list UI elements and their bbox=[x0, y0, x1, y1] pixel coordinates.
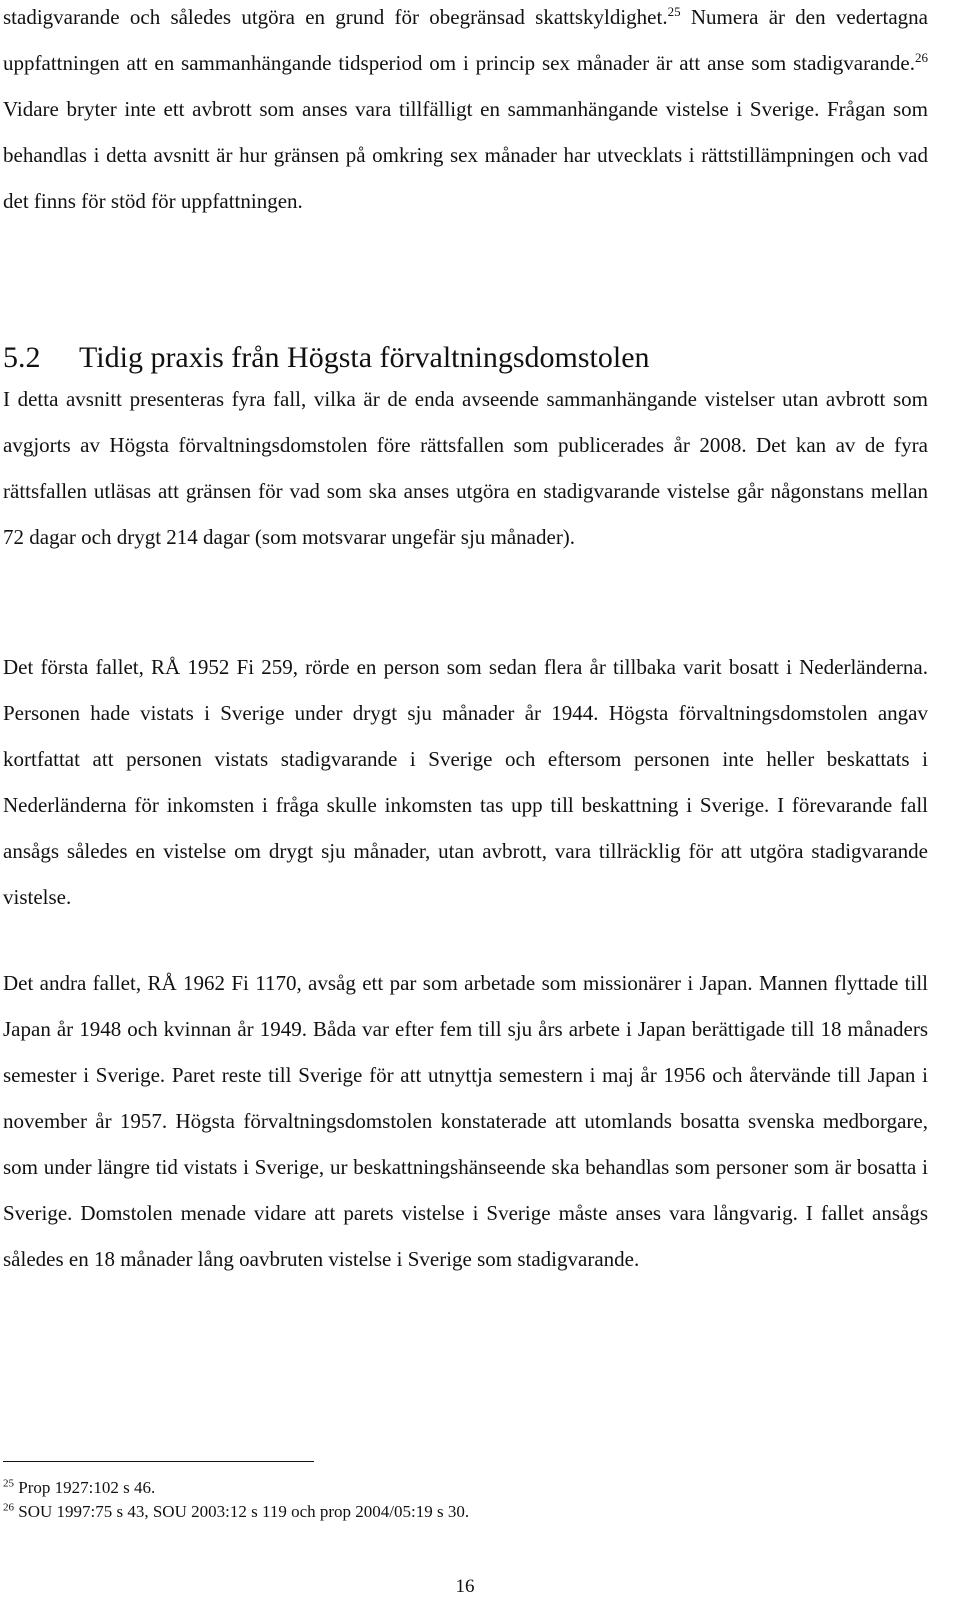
footnote-mark: 26 bbox=[3, 1501, 14, 1514]
footnote-mark: 25 bbox=[3, 1477, 14, 1490]
footnote-reference-25[interactable]: 25 bbox=[667, 4, 681, 19]
page-number: 16 bbox=[455, 1576, 475, 1597]
paragraph-case-1: Det första fallet, RÅ 1952 Fi 259, rörde en person som sedan flera år tillbaka varit bosatt i Nederländerna. Personen hade vistats i Sverige under drygt sju månader år 1944. Högsta förvaltningsdomstolen angav kortfattat att personen vistats stadigvarande i Sverige och eftersom personen inte heller beskattats i Nederländerna för inkomsten i fråga skulle inkomsten tas upp till beskattning i Sverige. I förevarande fall ansågs således en vistelse om drygt sju månader, utan avbrott, vara tillräcklig för att utgöra stadigvarande vistelse. bbox=[3, 655, 928, 909]
section-heading bbox=[3, 336, 650, 380]
intro-text-part-3: Vidare bryter inte ett avbrott som anses vara tillfälligt en sammanhängande vistelse i Sverige. Frågan som behandlas i detta avsnitt är hur gränsen på omkring sex månader har utvecklats i rättstillämpningen och vad det finns för stöd för uppfattningen. bbox=[3, 97, 928, 213]
paragraph-case-2: Det andra fallet, RÅ 1962 Fi 1170, avsåg ett par som arbetade som missionärer i Japan. Mannen flyttade till Japan år 1948 och kvinnan år 1949. Båda var efter fem till sju års arbete i Japan berättigade till 18 månaders semester i Sverige. Paret reste till Sverige för att utnyttja semestern i maj år 1956 och återvände till Japan i november år 1957. Högsta förvaltningsdomstolen konstaterade att utomlands bosatta svenska medborgare, som under längre tid vistats i Sverige, ur beskattningshänseende ska behandlas som personer som är bosatta i Sverige. Domstolen menade vidare att parets vistelse i Sverige måste anses vara långvarig. I fallet ansågs således en 18 månader lång oavbruten vistelse i Sverige som stadigvarande. bbox=[3, 971, 928, 1271]
footnote-text: SOU 1997:75 s 43, SOU 2003:12 s 119 och prop 2004/05:19 s 30. bbox=[14, 1502, 470, 1521]
paragraph-intro bbox=[3, 0, 928, 224]
section-title: Tidig praxis från Högsta förvaltningsdomstolen bbox=[79, 341, 650, 374]
section-number: 5.2 bbox=[3, 341, 41, 374]
footnote-text: Prop 1927:102 s 46. bbox=[14, 1478, 156, 1497]
intro-text-part-1: stadigvarande och således utgöra en grund för obegränsad skattskyldighet. bbox=[3, 5, 668, 29]
footnote-26 bbox=[3, 1500, 928, 1524]
paragraph-section-intro: I detta avsnitt presenteras fyra fall, vilka är de enda avseende sammanhängande vistelser utan avbrott som avgjorts av Högsta förvaltningsdomstolen före rättsfallen som publicerades år 2008. Det kan av de fyra rättsfallen utläsas att gränsen för vad som ska anses utgöra en stadigvarande vistelse går någonstans mellan 72 dagar och drygt 214 dagar (som motsvarar ungefär sju månader). bbox=[3, 387, 928, 549]
footnote-25 bbox=[3, 1476, 928, 1500]
footnote-divider bbox=[3, 1461, 314, 1462]
intro-text-part-2: Numera är den vedertagna uppfattningen att en sammanhängande tidsperiod om i princip sex månader är att anse som stadigvarande. bbox=[3, 5, 928, 75]
footnote-reference-26[interactable]: 26 bbox=[915, 50, 928, 65]
